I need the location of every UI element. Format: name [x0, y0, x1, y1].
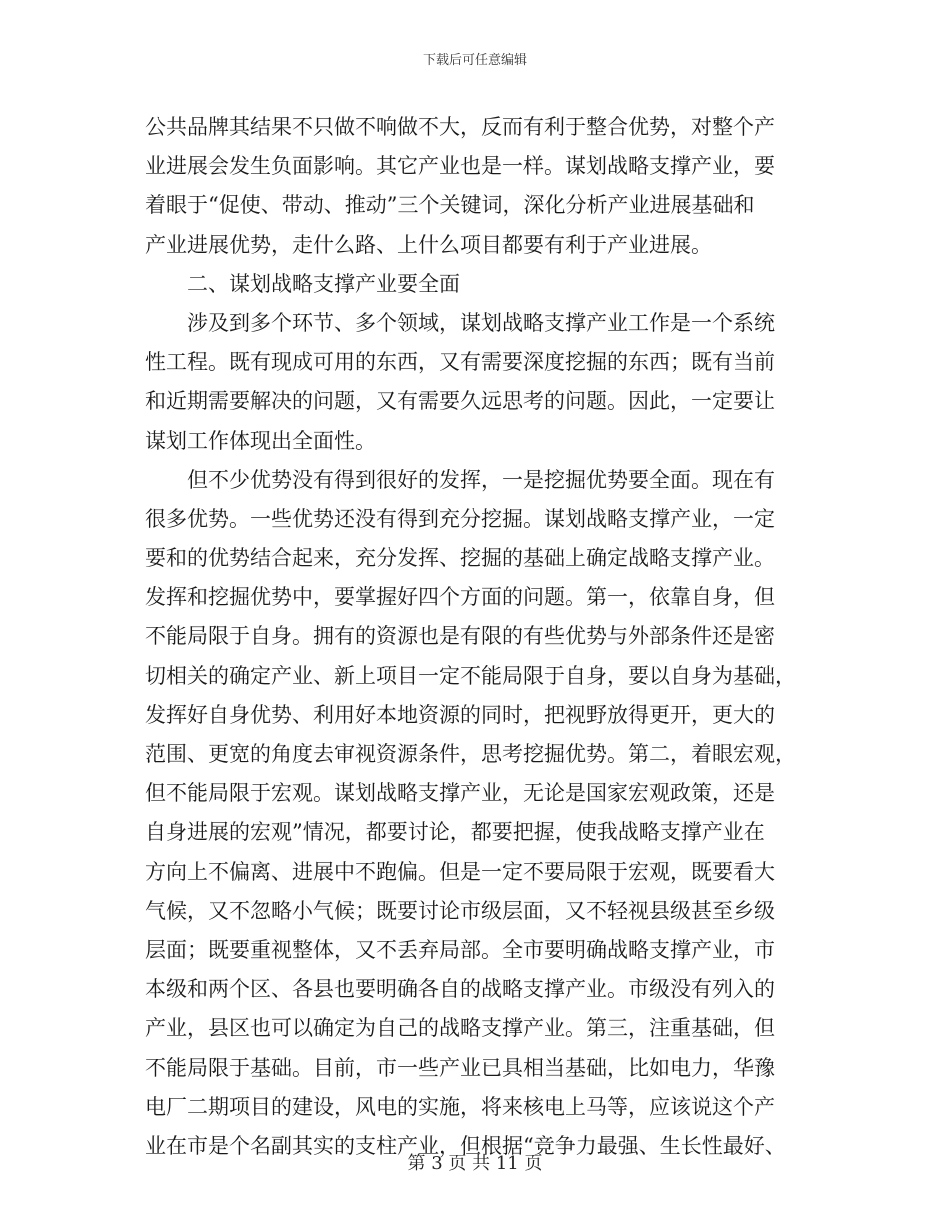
- text-line: 电厂二期项目的建设，风电的实施，将来核电上马等，应该说这个产: [145, 1094, 775, 1119]
- text-line: 但不少优势没有得到很好的发挥，一是挖掘优势要全面。现在有: [187, 467, 775, 492]
- text-line: 发挥和挖掘优势中，要掌握好四个方面的问题。第一，依靠自身，但: [145, 585, 775, 610]
- page-number: 第 3 页 共 11 页: [407, 1153, 543, 1174]
- text-line: 但不能局限于宏观。谋划战略支撑产业，无论是国家宏观政策，还是: [145, 781, 775, 806]
- text-line: 业进展会发生负面影响。其它产业也是一样。谋划战略支撑产业，要: [145, 154, 775, 179]
- text-line: 业在市是个名副其实的支柱产业，但根据“竞争力最强、生长性最好、: [145, 1133, 786, 1158]
- text-line: 涉及到多个环节、多个领域，谋划战略支撑产业工作是一个系统: [187, 310, 775, 335]
- text-line: 要和的优势结合起来，充分发挥、挖掘的基础上确定战略支撑产业。: [145, 546, 775, 571]
- text-line: 产业进展优势，走什么路、上什么项目都要有利于产业进展。: [145, 232, 712, 257]
- text-line: 发挥好自身优势、利用好本地资源的同时，把视野放得更开，更大的: [145, 702, 775, 727]
- text-line: 范围、更宽的角度去审视资源条件，思考挖掘优势。第二，着眼宏观，: [145, 742, 796, 766]
- page-header-note: 下载后可任意编辑: [422, 53, 527, 68]
- text-line: 着眼于“促使、带动、推动”三个关键词，深化分析产业进展基础和: [145, 193, 755, 218]
- text-line: 层面；既要重视整体，又不丢弃局部。全市要明确战略支撑产业，市: [145, 937, 775, 962]
- text-line: 谋划工作体现出全面性。: [145, 428, 376, 453]
- text-line: 气候，又不忽略小气候；既要讨论市级层面，又不轻视县级甚至乡级: [145, 898, 775, 923]
- text-line: 和近期需要解决的问题，又有需要久远思考的问题。因此，一定要让: [145, 389, 775, 414]
- text-line: 不能局限于基础。目前，市一些产业已具相当基础，比如电力，华豫: [145, 1055, 775, 1080]
- text-line: 切相关的确定产业、新上项目一定不能局限于自身，要以自身为基础，: [145, 663, 796, 688]
- text-line: 不能局限于自身。拥有的资源也是有限的有些优势与外部条件还是密: [145, 624, 775, 649]
- text-line: 很多优势。一些优势还没有得到充分挖掘。谋划战略支撑产业，一定: [145, 506, 775, 531]
- text-line: 公共品牌其结果不只做不响做不大，反而有利于整合优势，对整个产: [145, 115, 775, 139]
- text-line: 自身进展的宏观”情况，都要讨论，都要把握，使我战略支撑产业在: [145, 820, 765, 845]
- text-line: 产业，县区也可以确定为自己的战略支撑产业。第三，注重基础，但: [145, 1016, 775, 1041]
- text-line: 性工程。既有现成可用的东西，又有需要深度挖掘的东西；既有当前: [145, 350, 775, 375]
- document-body: [145, 108, 805, 1166]
- text-line: 本级和两个区、各县也要明确各自的战略支撑产业。市级没有列入的: [145, 977, 775, 1002]
- text-line: 二、谋划战略支撑产业要全面: [187, 271, 460, 296]
- text-line: 方向上不偏离、进展中不跑偏。但是一定不要局限于宏观，既要看大: [145, 859, 775, 884]
